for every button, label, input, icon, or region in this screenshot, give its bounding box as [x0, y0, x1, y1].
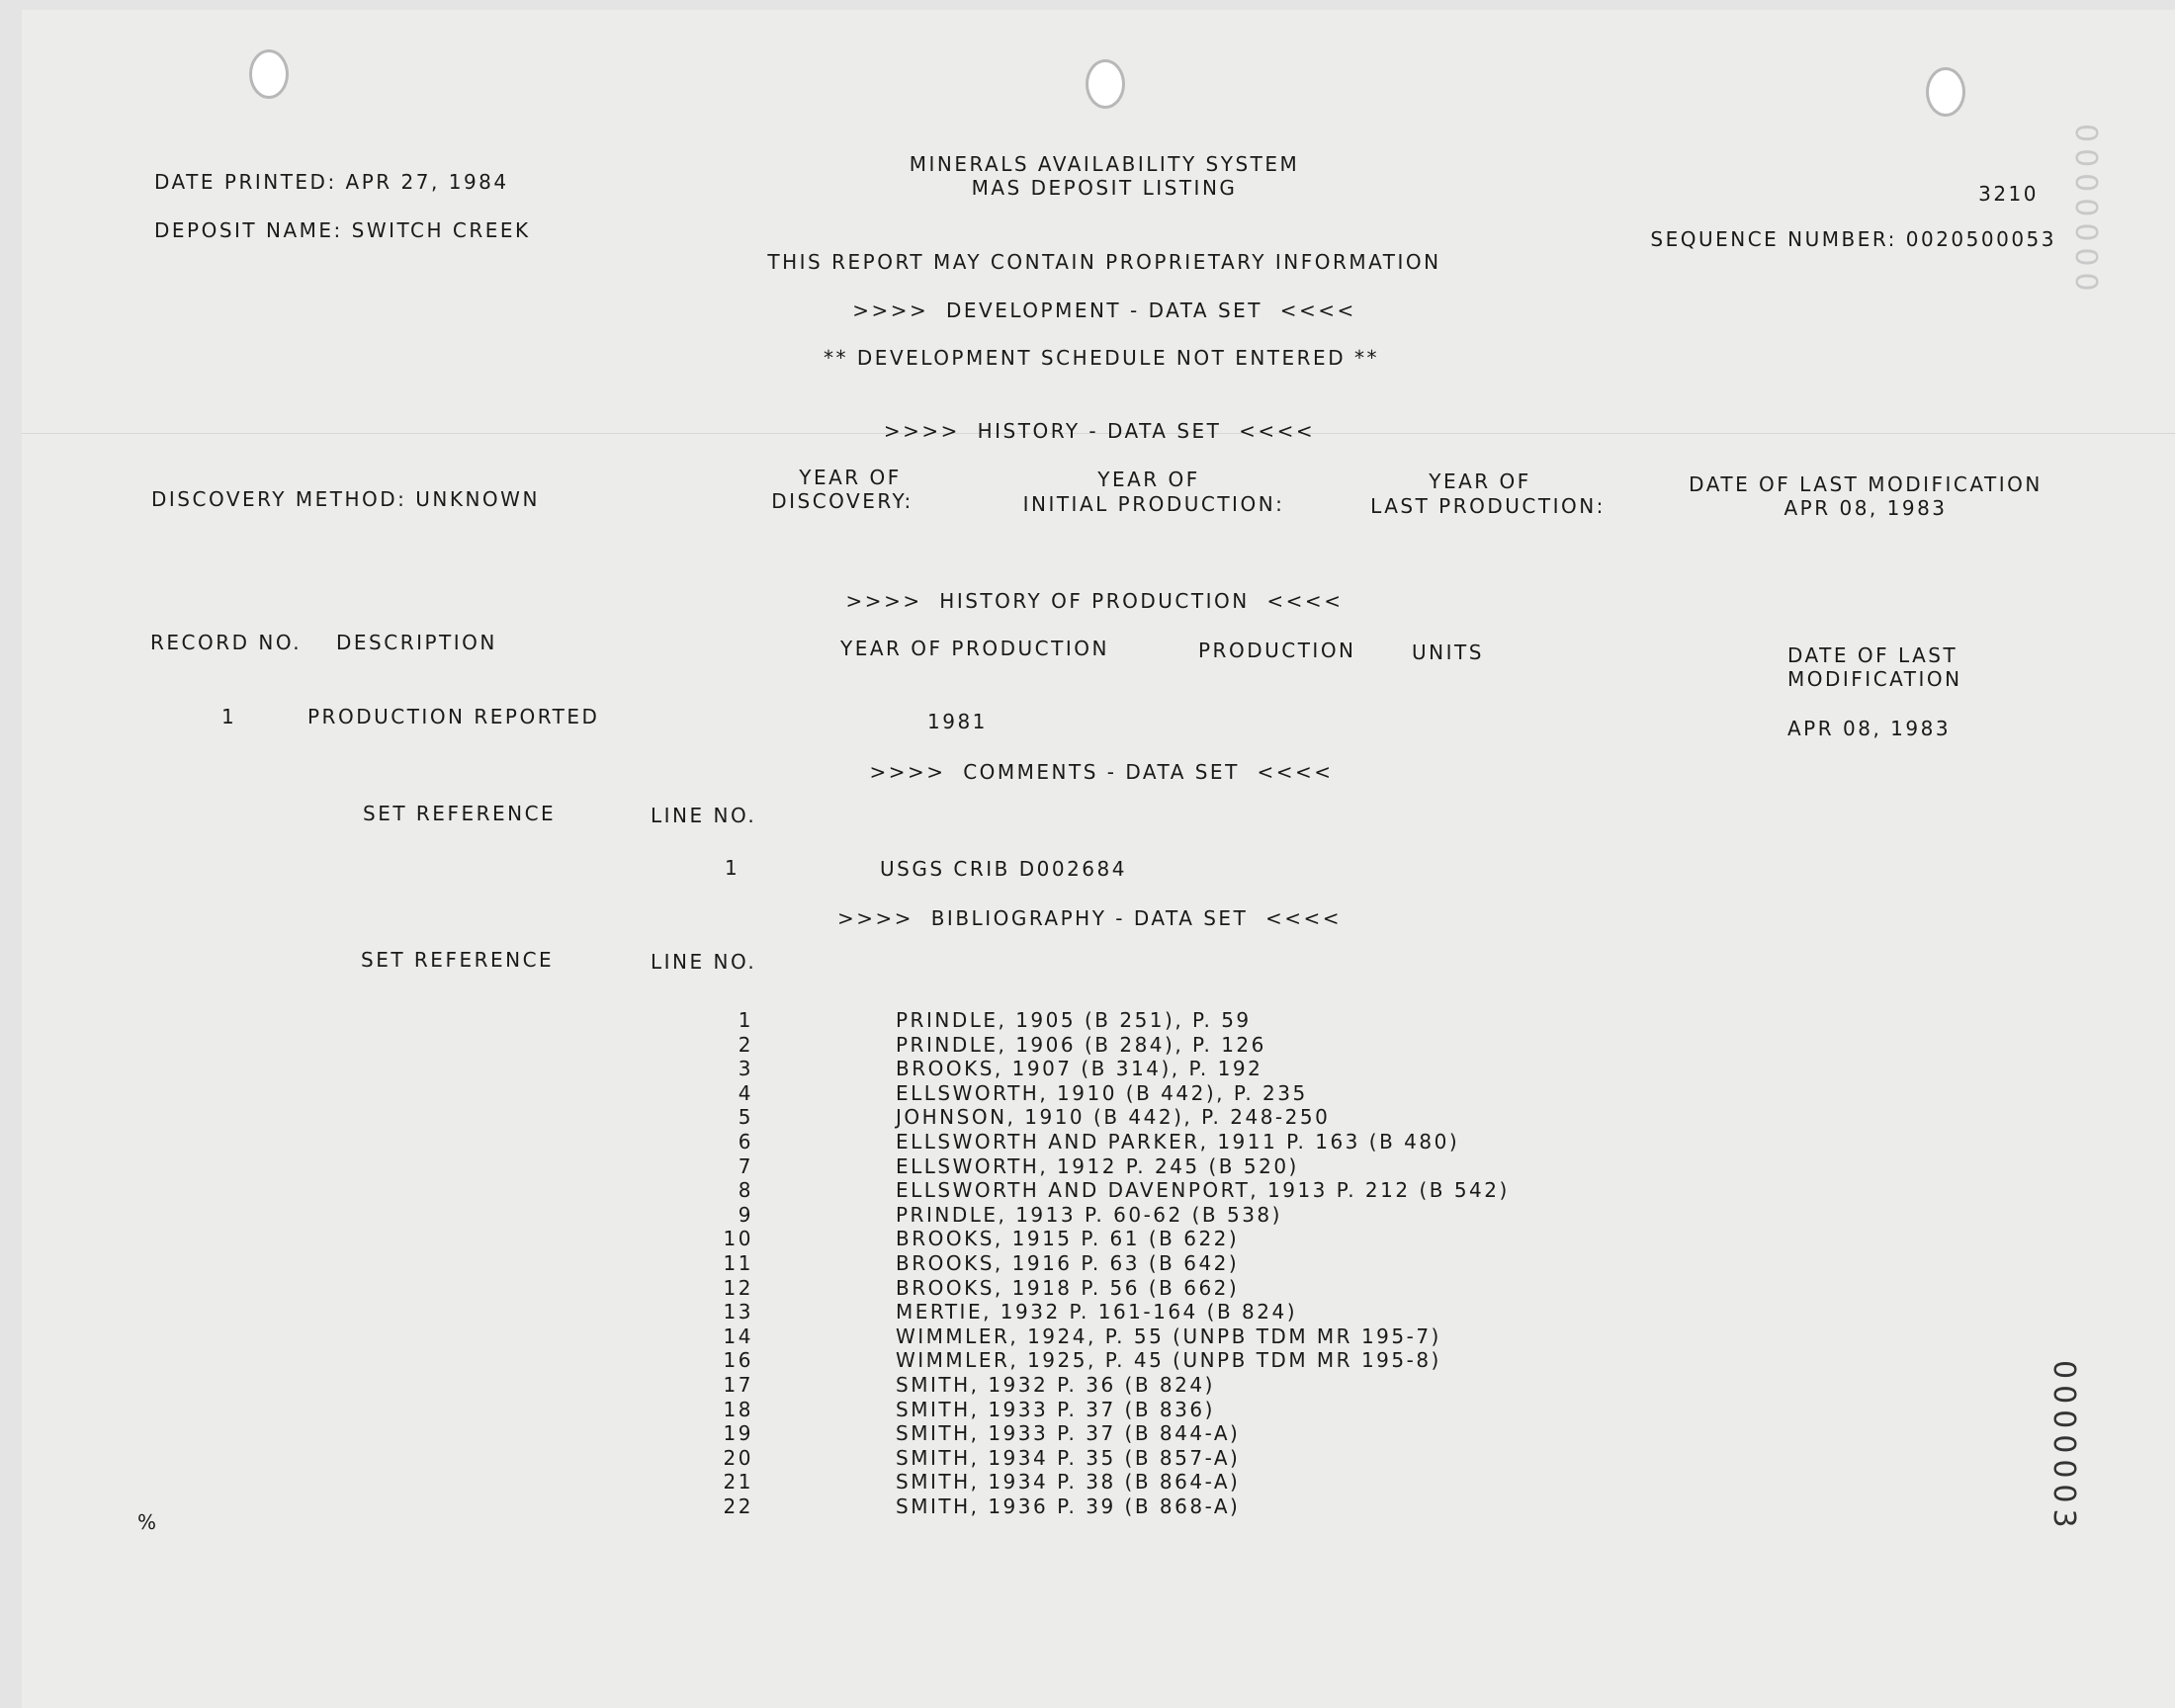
last-modification-date: APR 08, 1983 [1784, 496, 1948, 520]
bibliography-line-no: 19 [723, 1421, 753, 1446]
bibliography-line-no: 1 [738, 1008, 753, 1032]
initial-production-label-2: INITIAL PRODUCTION: [1022, 492, 1285, 516]
year-of-discovery-label-1: YEAR OF [799, 466, 902, 489]
bibliography-citation: ELLSWORTH AND PARKER, 1911 P. 163 (B 480) [896, 1130, 1460, 1153]
bibliography-line-no: 12 [723, 1275, 753, 1300]
bibliography-citation: BROOKS, 1918 P. 56 (B 662) [896, 1275, 1240, 1300]
bibliography-entry [22, 1130, 2175, 1153]
bibliography-line-no: 9 [738, 1202, 753, 1227]
faint-page-stamp: 0000000 [2068, 124, 2103, 298]
initial-production-label-1: YEAR OF [1097, 468, 1200, 491]
bibliography-citation: SMITH, 1933 P. 37 (B 844-A) [896, 1421, 1241, 1446]
bibliography-citation: BROOKS, 1907 (B 314), P. 192 [896, 1057, 1263, 1081]
bibliography-citation: ELLSWORTH AND DAVENPORT, 1913 P. 212 (B 542) [896, 1178, 1510, 1203]
bibliography-entry [22, 1324, 2175, 1348]
document-page [22, 10, 2175, 1708]
discovery-method: DISCOVERY METHOD: UNKNOWN [151, 487, 540, 511]
bibliography-entry [22, 1081, 2175, 1105]
bibliography-line-no: 17 [723, 1373, 753, 1397]
bibliography-citation: ELLSWORTH, 1912 P. 245 (B 520) [896, 1153, 1299, 1178]
col-production: PRODUCTION [1198, 639, 1356, 662]
bibliography-line-no: 5 [738, 1105, 753, 1130]
bibliography-entry [22, 1203, 2175, 1227]
bibliography-entry [22, 1494, 2175, 1518]
last-production-label-2: LAST PRODUCTION: [1370, 494, 1606, 518]
bibliography-citation: WIMMLER, 1924, P. 55 (UNPB TDM MR 195-7) [896, 1324, 1441, 1348]
bibliography-entry [22, 1421, 2175, 1445]
comments-heading: >>>> COMMENTS - DATA SET <<<< [869, 760, 1334, 784]
bibliography-entry [22, 1154, 2175, 1178]
last-modification-label: DATE OF LAST MODIFICATION [1689, 472, 2043, 496]
col-year-of-production: YEAR OF PRODUCTION [840, 637, 1109, 660]
bibliography-col-line-no: LINE NO. [651, 950, 757, 974]
comment-line-no: 1 [725, 856, 740, 880]
system-title: MINERALS AVAILABILITY SYSTEM [909, 152, 1300, 176]
production-description: PRODUCTION REPORTED [307, 705, 600, 728]
listing-title: MAS DEPOSIT LISTING [971, 176, 1238, 200]
last-production-label-1: YEAR OF [1429, 470, 1531, 493]
bibliography-entry [22, 1251, 2175, 1275]
comment-text: USGS CRIB D002684 [880, 857, 1127, 881]
bibliography-citation: BROOKS, 1915 P. 61 (B 622) [896, 1227, 1240, 1251]
bibliography-citation: SMITH, 1934 P. 38 (B 864-A) [896, 1470, 1241, 1494]
deposit-name: DEPOSIT NAME: SWITCH CREEK [154, 218, 531, 242]
bibliography-citation: SMITH, 1936 P. 39 (B 868-A) [896, 1494, 1241, 1518]
bibliography-line-no: 4 [738, 1080, 753, 1105]
percent-mark: % [137, 1510, 159, 1534]
history-heading: >>>> HISTORY - DATA SET <<<< [883, 419, 1316, 443]
bibliography-citation: ELLSWORTH, 1910 (B 442), P. 235 [896, 1080, 1308, 1105]
bibliography-entry [22, 1227, 2175, 1250]
development-heading: >>>> DEVELOPMENT - DATA SET <<<< [852, 299, 1356, 322]
bibliography-line-no: 3 [738, 1057, 753, 1081]
col-units: UNITS [1412, 640, 1484, 664]
bibliography-citation: SMITH, 1934 P. 35 (B 857-A) [896, 1445, 1241, 1470]
page-code: 3210 [1978, 182, 2039, 206]
bibliography-entry [22, 1178, 2175, 1202]
bibliography-entry [22, 1033, 2175, 1057]
production-modified-date: APR 08, 1983 [1787, 717, 1952, 740]
comments-col-line-no: LINE NO. [651, 804, 757, 827]
bibliography-citation: SMITH, 1933 P. 37 (B 836) [896, 1397, 1215, 1421]
bibliography-citation: SMITH, 1932 P. 36 (B 824) [896, 1373, 1215, 1397]
bibliography-entry [22, 1057, 2175, 1080]
bibliography-entry [22, 1276, 2175, 1300]
col-modification-label-2: MODIFICATION [1787, 667, 1962, 691]
development-note: ** DEVELOPMENT SCHEDULE NOT ENTERED ** [824, 346, 1379, 370]
bibliography-citation: BROOKS, 1916 P. 63 (B 642) [896, 1251, 1240, 1275]
sequence-number: SEQUENCE NUMBER: 0020500053 [1650, 227, 2056, 251]
bibliography-line-no: 22 [723, 1494, 753, 1518]
proprietary-notice: THIS REPORT MAY CONTAIN PROPRIETARY INFORMATION [767, 250, 1441, 274]
bibliography-line-no: 16 [723, 1348, 753, 1373]
bibliography-line-no: 10 [723, 1227, 753, 1251]
bibliography-line-no: 13 [723, 1300, 753, 1324]
bibliography-heading: >>>> BIBLIOGRAPHY - DATA SET <<<< [836, 906, 1343, 930]
col-modification-label-1: DATE OF LAST [1787, 643, 1958, 667]
production-year: 1981 [927, 710, 988, 733]
bibliography-citation: PRINDLE, 1913 P. 60-62 (B 538) [896, 1202, 1282, 1227]
bibliography-line-no: 8 [738, 1178, 753, 1203]
production-record-no: 1 [221, 705, 237, 728]
bibliography-line-no: 21 [723, 1470, 753, 1494]
bibliography-list [22, 10, 2175, 1708]
bibliography-line-no: 11 [723, 1251, 753, 1275]
bibliography-line-no: 7 [738, 1153, 753, 1178]
bibliography-entry [22, 1398, 2175, 1421]
col-record-no: RECORD NO. [150, 631, 303, 654]
page-number-stamp: 0000003 [2046, 1360, 2081, 1534]
bibliography-citation: JOHNSON, 1910 (B 442), P. 248-250 [896, 1105, 1331, 1130]
bibliography-line-no: 14 [723, 1324, 753, 1348]
bibliography-line-no: 2 [738, 1032, 753, 1057]
bibliography-line-no: 18 [723, 1397, 753, 1421]
bibliography-citation: PRINDLE, 1905 (B 251), P. 59 [896, 1008, 1252, 1032]
bibliography-entry [22, 1105, 2175, 1129]
production-heading: >>>> HISTORY OF PRODUCTION <<<< [845, 589, 1344, 613]
bibliography-entry [22, 1470, 2175, 1494]
bibliography-citation: PRINDLE, 1906 (B 284), P. 126 [896, 1032, 1266, 1057]
bibliography-line-no: 20 [723, 1445, 753, 1470]
bibliography-citation: MERTIE, 1932 P. 161-164 (B 824) [896, 1300, 1297, 1324]
bibliography-citation: WIMMLER, 1925, P. 45 (UNPB TDM MR 195-8) [896, 1348, 1441, 1373]
bibliography-entry [22, 1446, 2175, 1470]
year-of-discovery-label-2: DISCOVERY: [771, 489, 914, 513]
bibliography-entry [22, 1373, 2175, 1397]
comments-col-set-reference: SET REFERENCE [363, 802, 557, 825]
date-printed: DATE PRINTED: APR 27, 1984 [154, 170, 509, 194]
bibliography-entry [22, 1300, 2175, 1324]
bibliography-entry [22, 1348, 2175, 1372]
bibliography-entry [22, 1008, 2175, 1032]
bibliography-line-no: 6 [738, 1130, 753, 1153]
col-description: DESCRIPTION [336, 631, 497, 654]
bibliography-col-set-reference: SET REFERENCE [361, 948, 555, 972]
